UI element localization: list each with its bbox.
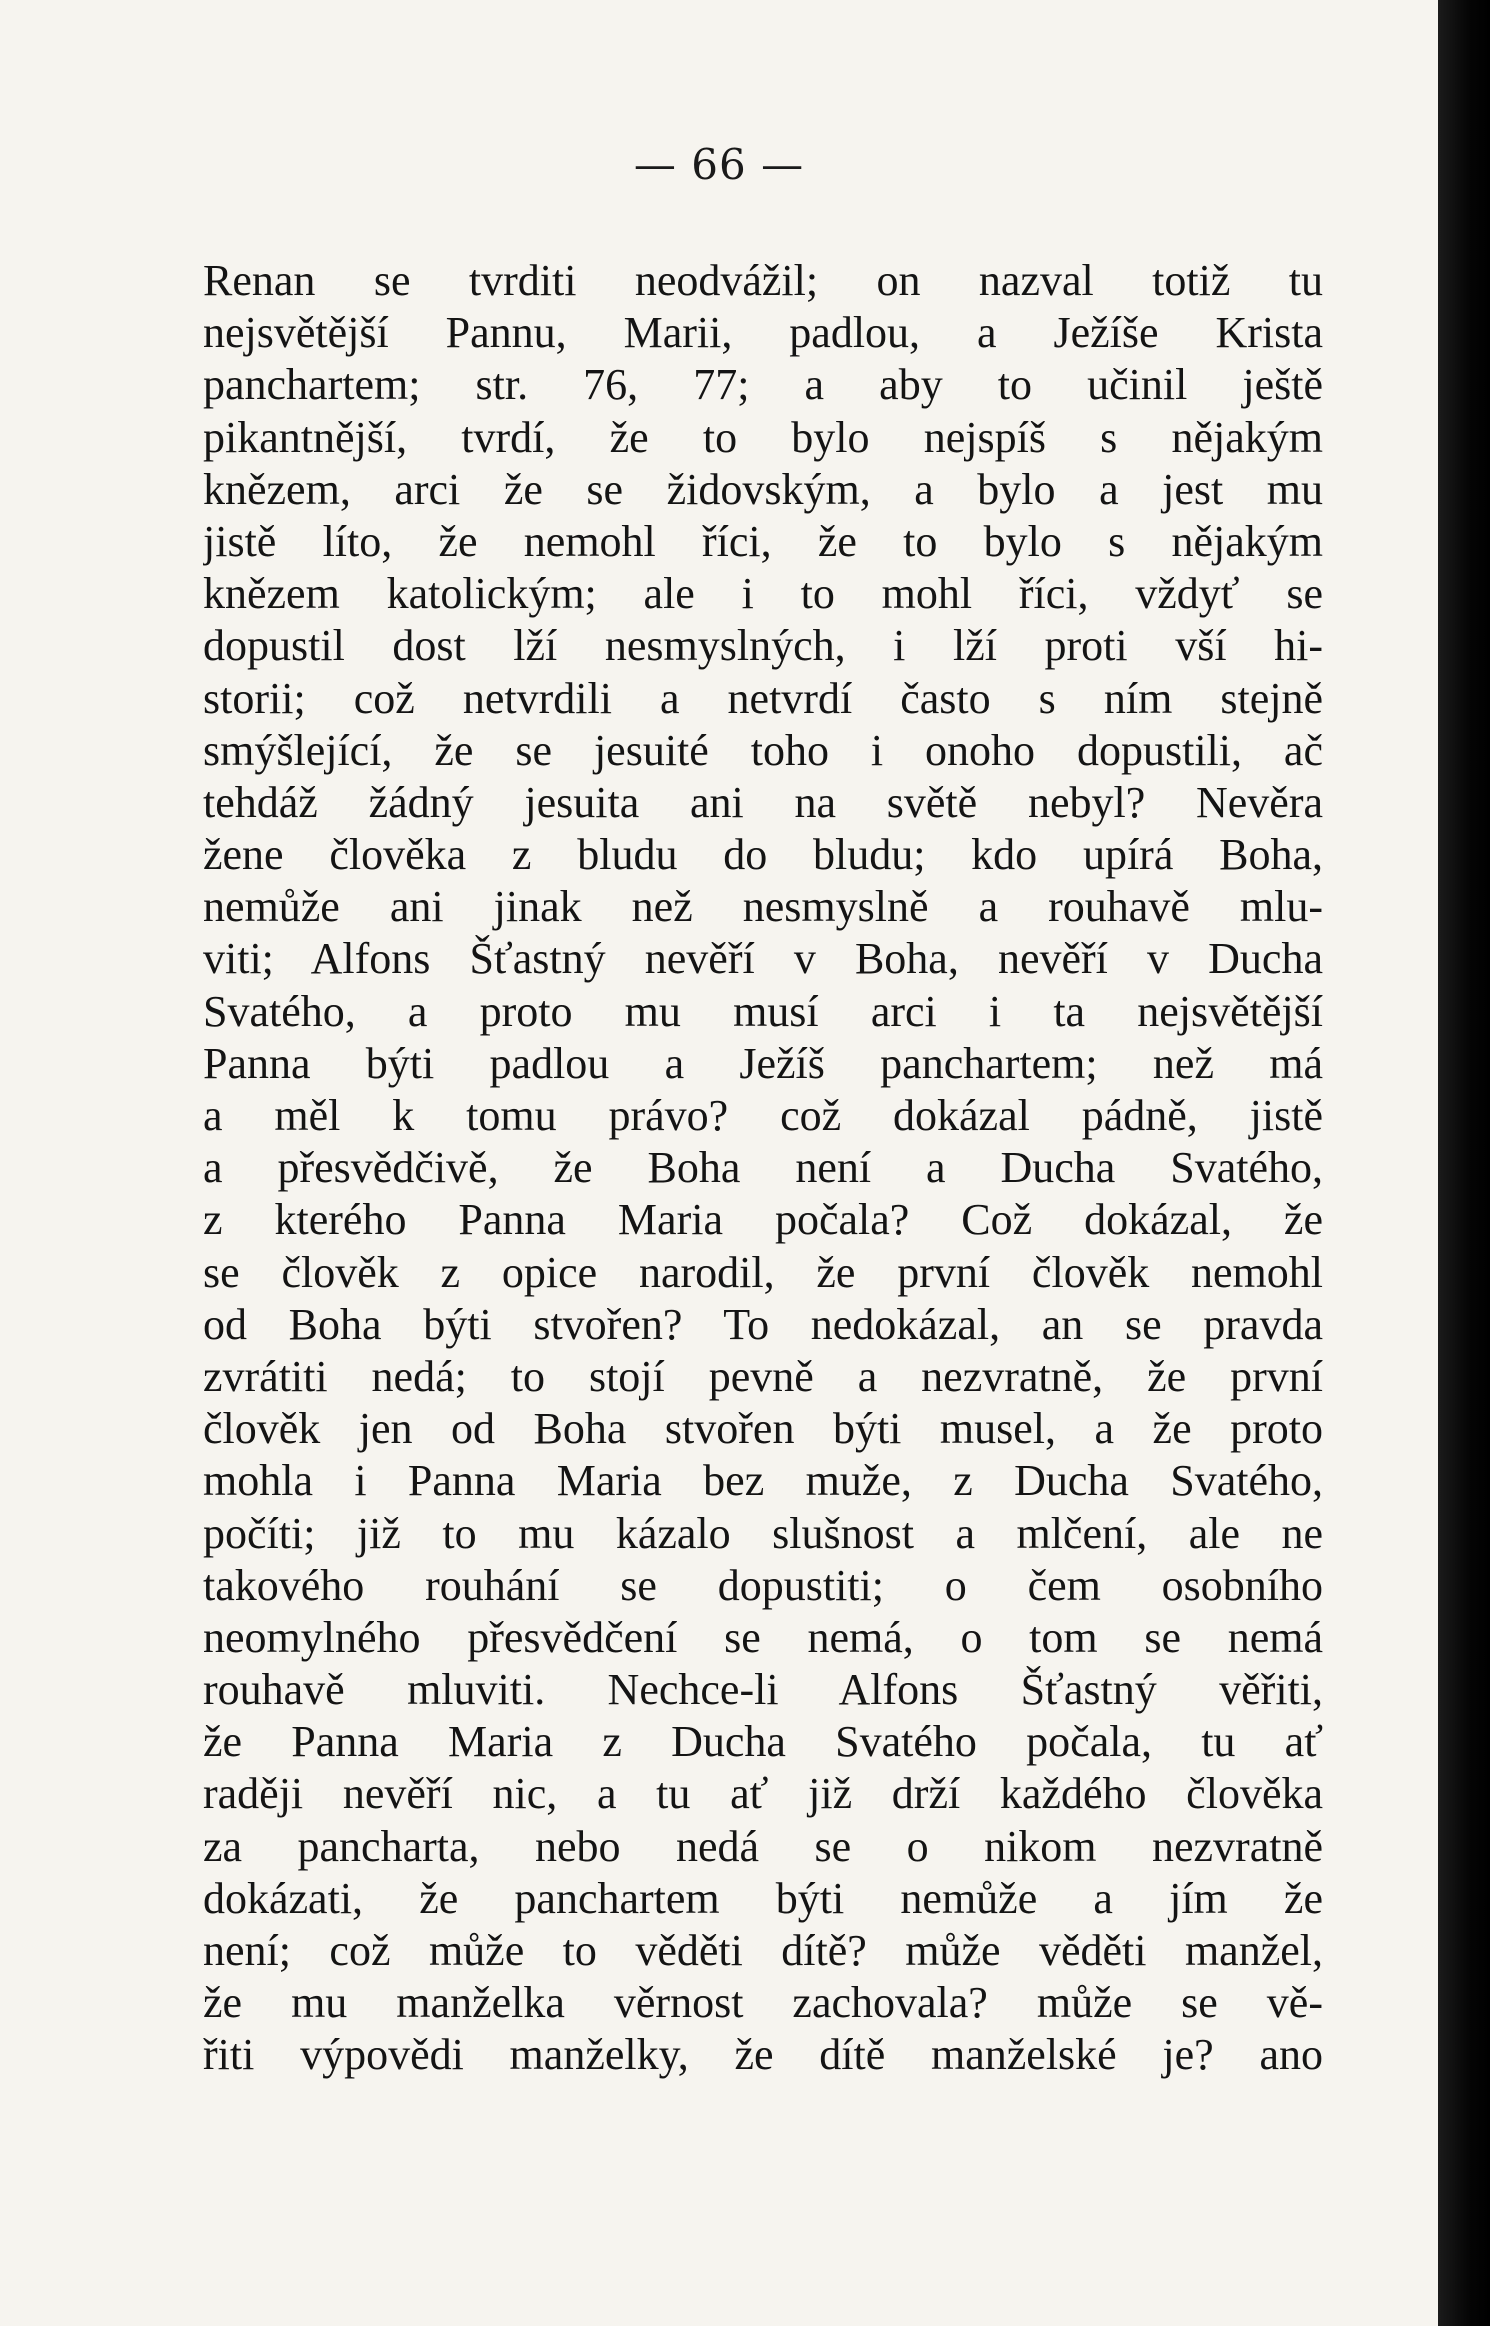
text-line: knězem, arci že se židovským, a bylo a jest mu (203, 464, 1323, 514)
text-line: Svatého, a proto mu musí arci i ta nejsvětější (203, 986, 1323, 1036)
text-line: Panna býti padlou a Ježíš panchartem; než má (203, 1038, 1323, 1088)
text-line: není; což může to věděti dítě? může věděti manžel, (203, 1926, 1323, 1975)
text-line: nemůže ani jinak než nesmyslně a rouhavě mlu- (203, 882, 1323, 932)
text-line: tehdáž žádný jesuita ani na světě nebyl? Nevěra (203, 777, 1323, 827)
text-line: počíti; již to mu kázalo slušnost a mlčení, ale ne (203, 1508, 1323, 1558)
text-line: zvrátiti nedá; to stojí pevně a nezvratně, že první (203, 1351, 1323, 1401)
text-line: člověk jen od Boha stvořen býti musel, a že proto (203, 1404, 1323, 1454)
text-line: smýšlející, že se jesuité toho i onoho dopustili, ač (203, 725, 1323, 775)
text-line: a přesvědčivě, že Boha není a Ducha Svatého, (203, 1143, 1323, 1193)
text-line: takového rouhání se dopustiti; o čem osobního (203, 1560, 1323, 1610)
page-number: — 66 — (633, 140, 805, 189)
text-line: viti; Alfons Šťastný nevěří v Boha, nevěří v Ducha (203, 934, 1323, 984)
text-line: rouhavě mluviti. Nechce-li Alfons Šťastný věřiti, (203, 1665, 1323, 1715)
text-line: panchartem; str. 76, 77; a aby to učinil ještě (203, 360, 1323, 410)
text-line: nejsvětější Pannu, Marii, padlou, a Ježíše Krista (203, 308, 1323, 358)
text-line: mohla i Panna Maria bez muže, z Ducha Svatého, (203, 1456, 1323, 1506)
text-line: se člověk z opice narodil, že první člověk nemohl (203, 1247, 1323, 1297)
text-line: pikantnější, tvrdí, že to bylo nejspíš s nějakým (203, 412, 1323, 462)
text-line: knězem katolickým; ale i to mohl říci, vždyť se (203, 569, 1323, 619)
text-line: za pancharta, nebo nedá se o nikom nezvratně (203, 1821, 1323, 1871)
text-line: jistě líto, že nemohl říci, že to bylo s nějakým (203, 516, 1323, 566)
text-line: od Boha býti stvořen? To nedokázal, an se pravda (203, 1299, 1323, 1349)
text-line: raději nevěří nic, a tu ať již drží každého člověka (203, 1769, 1323, 1819)
text-line: dokázati, že panchartem býti nemůže a jím že (203, 1873, 1323, 1923)
text-line: Renan se tvrditi neodvážil; on nazval totiž tu (203, 256, 1323, 305)
text-line: žene člověka z bludu do bludu; kdo upírá Boha, (203, 830, 1323, 880)
scan-edge (1438, 0, 1490, 2326)
text-line: že Panna Maria z Ducha Svatého počala, tu ať (203, 1717, 1323, 1767)
text-line: řiti výpovědi manželky, že dítě manželské je? ano (203, 2030, 1323, 2080)
text-line: a měl k tomu právo? což dokázal pádně, jistě (203, 1091, 1323, 1140)
text-line: storii; což netvrdili a netvrdí často s ním stejně (203, 673, 1323, 723)
text-line: dopustil dost lží nesmyslných, i lží proti vší hi- (203, 621, 1323, 671)
text-line: neomylného přesvědčení se nemá, o tom se nemá (203, 1612, 1323, 1662)
text-line: z kterého Panna Maria počala? Což dokázal, že (203, 1195, 1323, 1245)
body-text (203, 255, 1323, 2082)
text-line: že mu manželka věrnost zachovala? může se vě- (203, 1978, 1323, 2028)
